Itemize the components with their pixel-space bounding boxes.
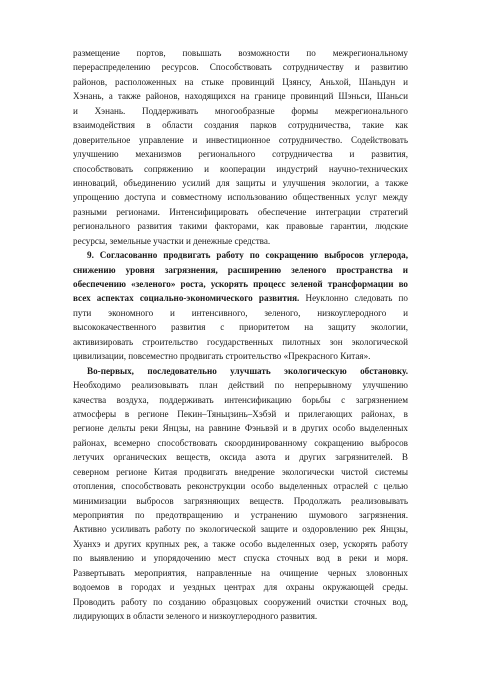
text-line [73,349,408,363]
text-line [73,364,408,378]
paragraph-regional-cooperation [73,46,408,248]
text-line [73,609,408,623]
text-run: взаимодействия в области создания парков сотрудничества, такие как [73,120,408,131]
text-line [73,205,408,219]
bold-text: снижению уровня загрязнения, расширению зеленого пространства и [73,264,408,275]
text-run: качества воздуха, поддерживать интенсификацию борьбы с загрязнением [73,394,408,405]
text-line [73,306,408,320]
paragraph-9-carbon-reduction [73,248,408,364]
document-page [73,46,408,624]
text-run: северном регионе Китая продвигать внедрение экологически чистой системы [73,466,408,477]
text-line [73,494,408,508]
text-line [73,436,408,450]
text-run: перераспределению ресурсов. Способствовать сотрудничеству и развитию [73,62,408,73]
text-run: отопления, способствовать реконструкции особо выделенных отраслей с целью [73,481,408,492]
text-line [73,176,408,190]
text-line [73,162,408,176]
text-line [73,147,408,161]
text-line [73,508,408,522]
text-run: разными регионами. Интенсифицировать обеспечение интеграции стратегий [73,206,408,217]
text-line [73,263,408,277]
text-line [73,595,408,609]
bold-text: всех аспектах социально-экономического развития. [73,293,300,304]
text-run: минимизации выбросов загрязняющих веществ. Продолжать реализовывать [73,495,408,506]
text-run: высококачественного развития с приоритетом на защиту экологии, [73,322,408,333]
text-run: пути экономного и интенсивного, зеленого, низкоуглеродного и [73,307,408,318]
text-run: Неуклонно следовать по [299,293,408,304]
text-run: Хуанхэ и других крупных рек, а также особо выделенных озер, ускорять работу [73,538,408,549]
text-run: регионального развития такими факторами, как правовые гарантии, людские [73,221,408,232]
text-run: атмосферы в регионе Пекин–Тяньцзинь–Хэбэй и прилегающих районах, в [73,408,408,419]
text-line [73,104,408,118]
text-run: улучшению механизмов регионального сотрудничества и развития, [73,149,408,160]
text-run: цивилизации, повсеместно продвигать строительство «Прекрасного Китая». [73,351,371,362]
text-line [73,75,408,89]
text-line [73,118,408,132]
text-run: упрощению доступа и совместному использованию общественных услуг между [73,192,408,203]
text-line [73,450,408,464]
text-line [73,537,408,551]
text-line [73,378,408,392]
bold-text: обеспечению «зеленого» роста, ускорять процесс зеленой трансформации во [73,279,408,289]
text-line [73,551,408,565]
text-run: Активно усиливать работу по экологической защите и оздоровлению рек Янцзы, [73,524,408,535]
text-line [73,566,408,580]
text-line [73,234,408,248]
bold-text: Во-первых, последовательно улучшать экологическую обстановку. [87,365,408,376]
text-line [73,248,408,262]
text-line [73,133,408,147]
text-line [73,60,408,74]
text-run: Развертывать мероприятия, направленные на очищение черных зловонных [73,567,408,578]
text-run: Хэнань, а также районов, находящихся на границе провинций Шэньси, Шаньси [73,91,408,102]
text-line [73,277,408,291]
text-line [73,219,408,233]
text-line [73,465,408,479]
text-line [73,393,408,407]
text-line [73,407,408,421]
text-run: способствовать сопряжению и кооперации индустрий научно-технических [73,163,408,174]
text-run: мероприятия по предотвращению и устранению шумового загрязнения. [73,510,408,520]
text-run: по выявлению и упорядочению мест спуска сточных вод в реки и моря. [73,553,408,564]
text-line [73,320,408,334]
paragraph-ecological-environment [73,364,408,624]
text-run: водоемов в городах и уездных центрах для охраны окружающей среды. [73,582,408,593]
text-line [73,291,408,305]
text-line [73,479,408,493]
bold-text: 9. Согласованно продвигать работу по сокращению выбросов углерода, [87,250,408,261]
text-run: районов, расположенных на стыке провинций Цзянсу, Аньхой, Шаньдун и [73,76,408,87]
text-run: районах, всемерно способствовать скоординированному сокращению выбросов [73,437,408,448]
text-run: доверительное управление и инвестиционное сотрудничество. Содействовать [73,134,408,145]
text-run: ресурсы, земельные участки и денежные средства. [73,235,271,246]
text-run: Необходимо реализовывать план действий по непрерывному улучшению [73,380,408,391]
text-run: Проводить работу по созданию образцовых сооружений очистки сточных вод, [73,596,408,607]
text-line [73,190,408,204]
text-line [73,89,408,103]
text-run: размещение портов, повышать возможности по межрегиональному [73,48,408,58]
text-run: инноваций, объединению усилий для защиты и улучшения экологии, а также [73,177,408,188]
text-run: летучих органических веществ, оксида азота и других загрязнителей. В [73,452,408,463]
text-line [73,46,408,60]
text-run: активизировать строительство государственных пилотных зон экологической [73,336,408,347]
text-line [73,522,408,536]
text-line [73,580,408,594]
text-run: лидирующих в области зеленого и низкоуглеродного развития. [73,611,318,622]
text-run: и Хэнань. Поддерживать многообразные формы межрегионального [73,105,408,116]
text-line [73,335,408,349]
text-line [73,421,408,435]
text-run: регионе дельты реки Янцзы, на равнине Фэньвэй и в других особо выделенных [73,423,408,434]
